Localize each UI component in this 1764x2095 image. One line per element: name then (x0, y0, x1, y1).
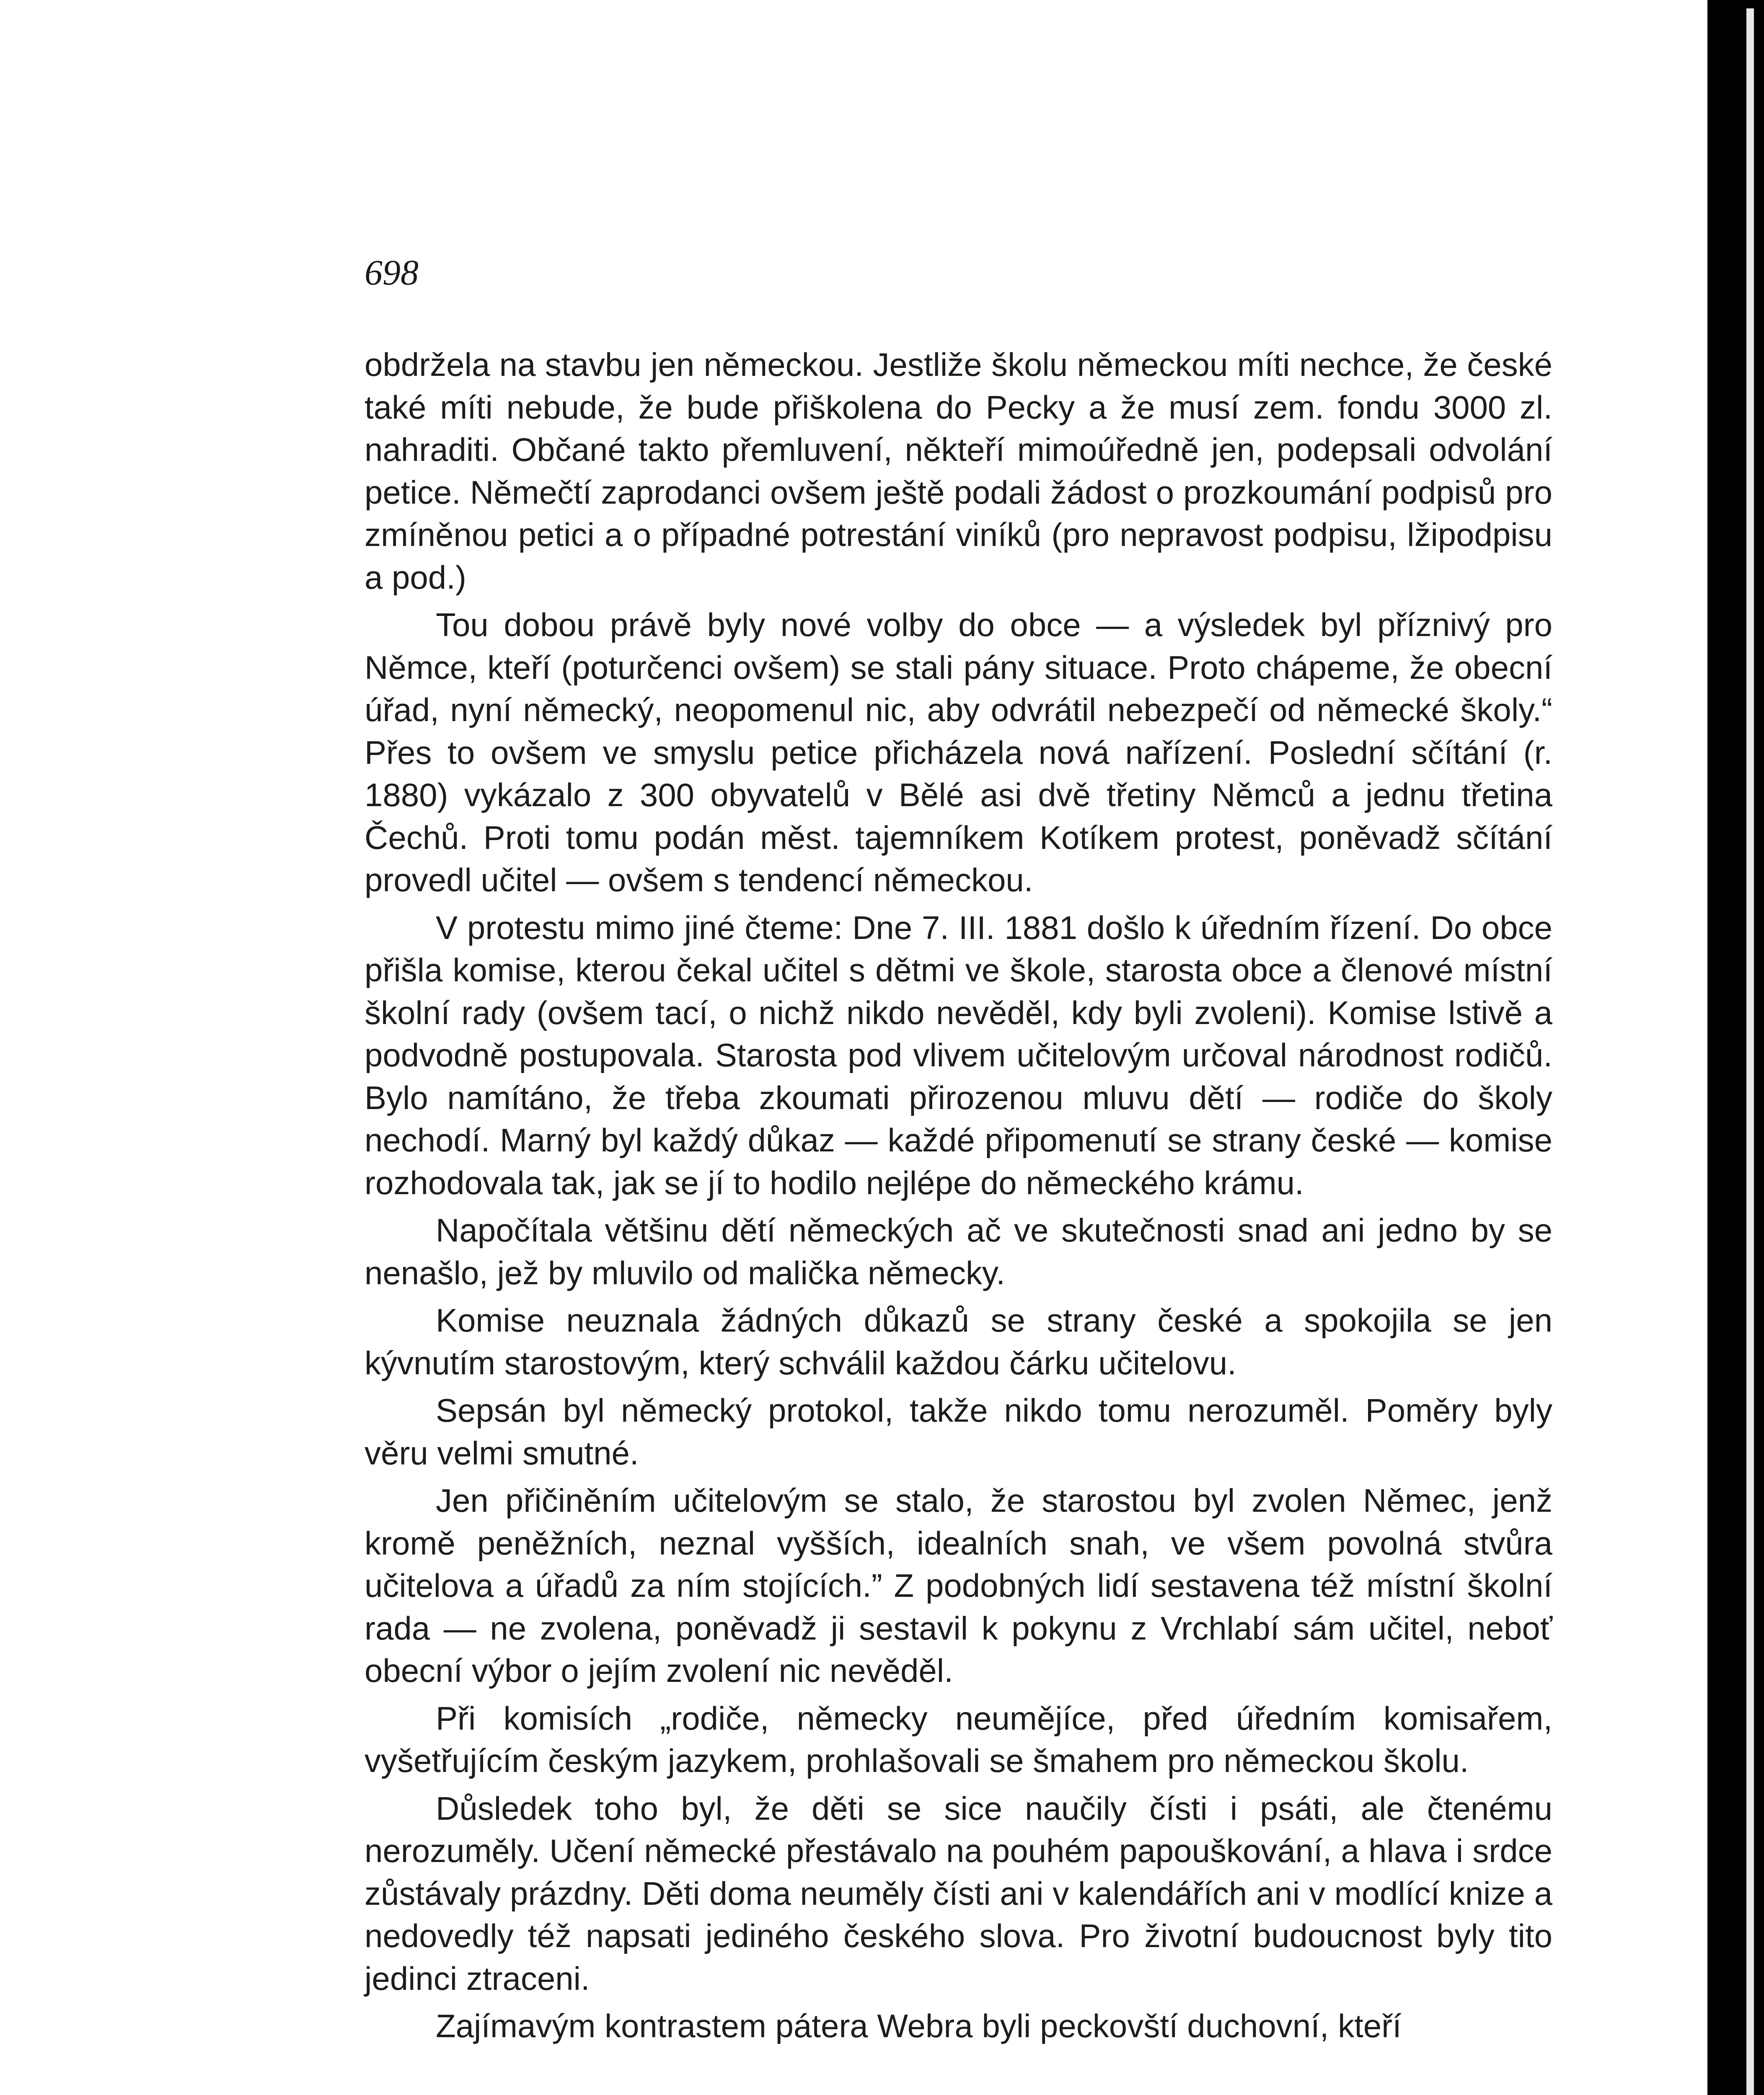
paragraph: Tou dobou právě byly nové volby do obce — a výsledek byl příznivý pro Němce, kteří (poturčenci ovšem) se stali pány situace. Proto chápeme, že obecní úřad, nyní německý, neopomenul nic, aby odvrátil nebezpečí od německé školy.“ Přes to ovšem ve smyslu petice přicházela nová nařízení. Poslední sčítání (r. 1880) vykázalo z 300 obyvatelů v Bělé asi dvě třetiny Němců a jednu třetina Čechů. Proti tomu podán měst. tajemníkem Kotíkem protest, poněvadž sčítání provedl učitel — ovšem s tendencí německou. (365, 606, 1552, 898)
paragraph: Sepsán byl německý protokol, takže nikdo tomu nerozuměl. Poměry byly věru velmi smutné. (365, 1392, 1552, 1472)
body-text (365, 344, 1552, 2048)
paragraph: Zajímavým kontrastem pátera Webra byli peckovští duchovní, kteří (436, 2007, 1402, 2044)
paragraph: Při komisích „rodiče, německy neumějíce, před úředním komisařem, vyšetřujícím českým jazykem, prohlašovali se šmahem pro německou školu. (365, 1699, 1552, 1779)
paragraph: Komise neuznala žádných důkazů se strany české a spokojila se jen kývnutím starostovým, který schválil každou čárku učitelovu. (365, 1302, 1552, 1381)
paragraph: V protestu mimo jiné čteme: Dne 7. III. 1881 došlo k úředním řízení. Do obce přišla komise, kterou čekal učitel s dětmi ve škole, starosta obce a členové místní školní rady (ovšem tací, o nichž nikdo nevěděl, kdy byli zvoleni). Komise lstivě a podvodně postupovala. Starosta pod vlivem učitelovým určoval národnost rodičů. Bylo namítáno, že třeba zkoumati přirozenou mluvu dětí — rodiče do školy nechodí. Marný byl každý důkaz — každé připomenutí se strany české — komise rozhodovala tak, jak se jí to hodilo nejlépe do německého krámu. (365, 909, 1552, 1201)
paragraph: Důsledek toho byl, že děti se sice naučily čísti i psáti, ale čtenému nerozuměly. Učení německé přestávalo na pouhém papouškování, a hlava i srdce zůstávaly prázdny. Děti doma neuměly čísti ani v kalendářích ani v modlící knize a nedovedly též napsati jediného českého slova. Pro životní budoucnost byly tito jedinci ztraceni. (365, 1790, 1552, 1997)
paragraph: Napočítala většinu dětí německých ač ve skutečnosti snad ani jedno by se nenašlo, jež by mluvilo od malička německy. (365, 1212, 1552, 1291)
paragraph: obdržela na stavbu jen německou. Jestliže školu německou míti nechce, že české také míti nebude, že bude přiškolena do Pecky a že musí zem. fondu 3000 zl. nahraditi. Občané takto přemluvení, někteří mimoúředně jen, podepsali odvolání petice. Němečtí zaprodanci ovšem ještě podali žádost o prozkoumání podpisů pro zmíněnou petici a o případné potrestání viníků (pro nepravost podpisu, lžipodpisu a pod.) (365, 346, 1552, 596)
book-spine-edge (1707, 0, 1764, 2095)
page-number: 698 (365, 252, 419, 292)
paragraph: Jen přičiněním učitelovým se stalo, že starostou byl zvolen Němec, jenž kromě peněžních, neznal vyšších, idealních snah, ve všem povolná stvůra učitelova a úřadů za ním stojících.” Z podobných lidí sestavena též místní školní rada — ne zvolena, poněvadž ji sestavil k pokynu z Vrchlabí sám učitel, neboť obecní výbor o jejím zvolení nic nevěděl. (365, 1482, 1552, 1689)
spine-highlight (1746, 8, 1754, 2095)
